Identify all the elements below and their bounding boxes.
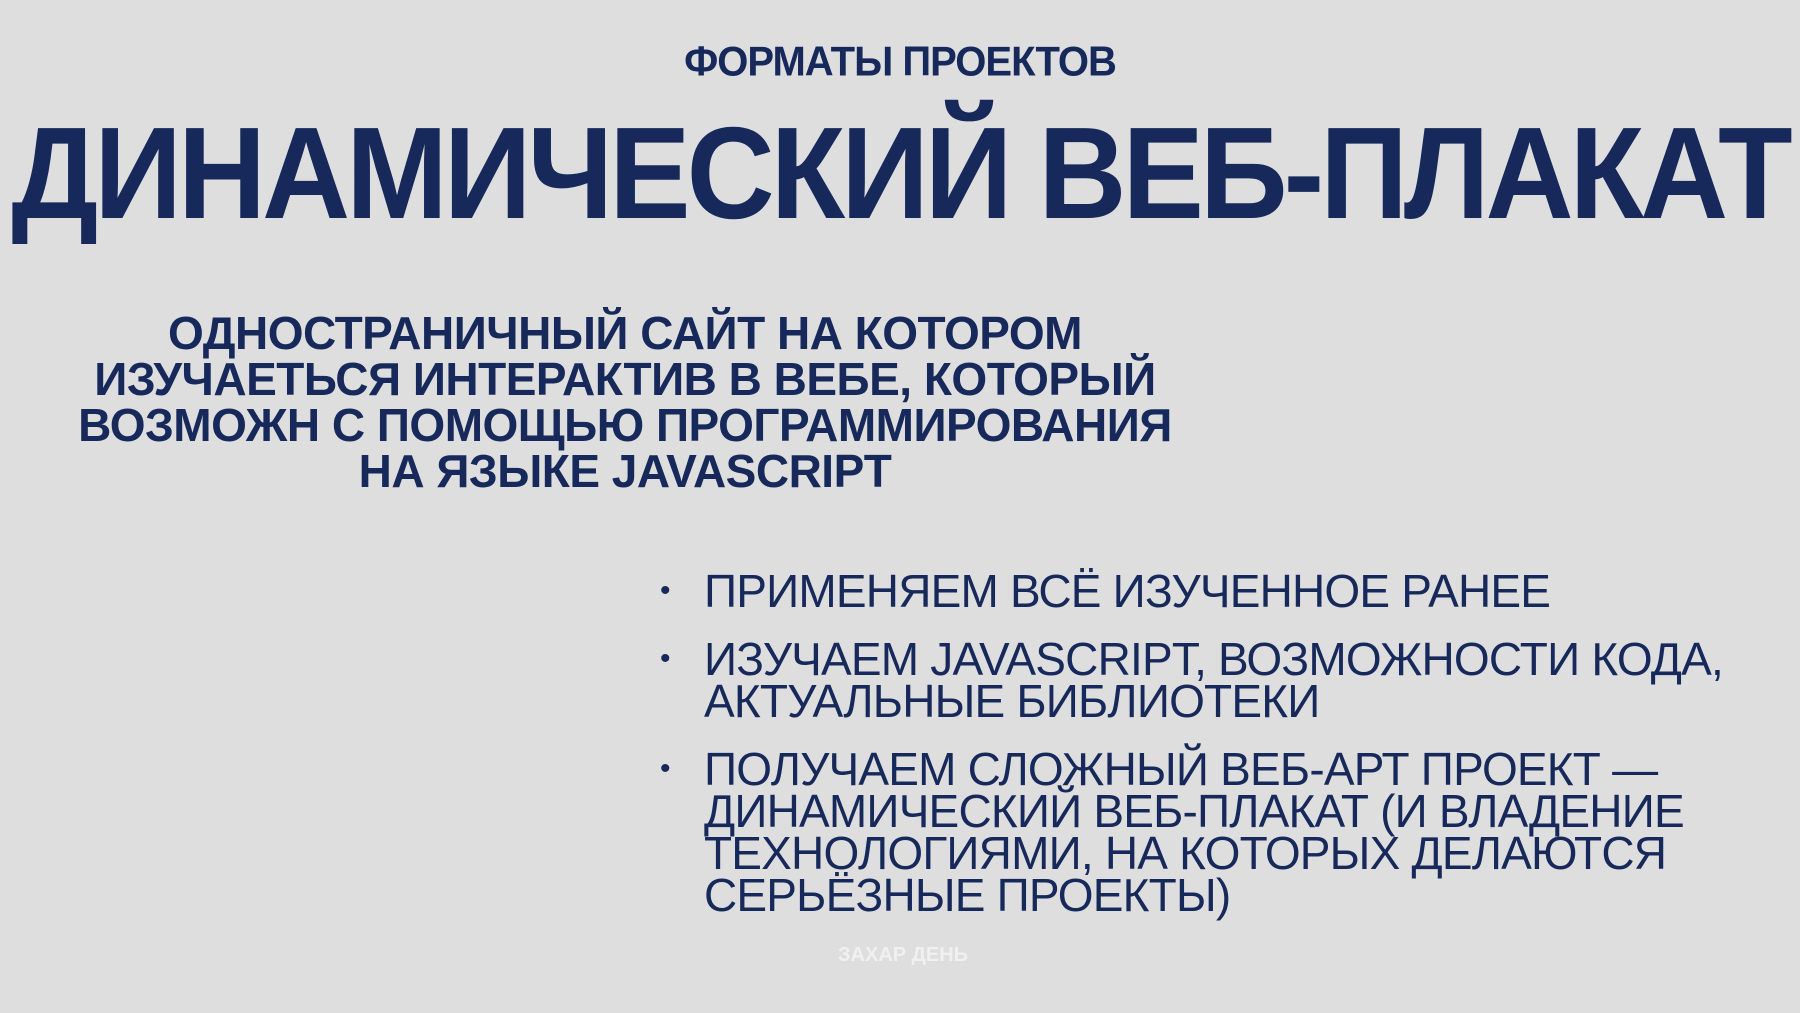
bullet-item — [652, 565, 1772, 617]
bullet-item — [652, 743, 1772, 921]
bullet-line: АКТУАЛЬНЫЕ БИБЛИОТЕКИ — [704, 675, 1320, 727]
bullet-icon: • — [660, 574, 670, 607]
bullet-line: ПОЛУЧАЕМ СЛОЖНЫЙ ВЕБ-АРТ ПРОЕКТ — — [704, 743, 1658, 795]
bullet-list — [652, 565, 1772, 942]
description-line: НА ЯЗЫКЕ JAVASCRIPT — [358, 445, 892, 497]
project-description — [60, 307, 1190, 497]
author-watermark: ЗАХАР ДЕНЬ — [838, 944, 969, 966]
bullet-line: ИЗУЧАЕМ JAVASCRIPT, ВОЗМОЖНОСТИ КОДА, — [704, 633, 1724, 685]
bullet-icon: • — [660, 752, 670, 785]
bullet-item — [652, 633, 1772, 727]
slide-title: ДИНАМИЧЕСКИЙ ВЕБ-ПЛАКАТ — [11, 100, 1789, 246]
bullet-line: ТЕХНОЛОГИЯМИ, НА КОТОРЫХ ДЕЛАЮТСЯ — [704, 827, 1667, 879]
description-line: ОДНОСТРАНИЧНЫЙ САЙТ НА КОТОРОМ — [168, 307, 1082, 359]
description-line: ИЗУЧАЕТЬСЯ ИНТЕРАКТИВ В ВЕБЕ, КОТОРЫЙ — [94, 353, 1156, 405]
bullet-line: ПРИМЕНЯЕМ ВСЁ ИЗУЧЕННОЕ РАНЕЕ — [704, 565, 1551, 617]
bullet-line: СЕРЬЁЗНЫЕ ПРОЕКТЫ) — [704, 869, 1231, 921]
bullet-line: ДИНАМИЧЕСКИЙ ВЕБ-ПЛАКАТ (И ВЛАДЕНИЕ — [704, 785, 1684, 837]
section-kicker: ФОРМАТЫ ПРОЕКТОВ — [684, 38, 1116, 86]
description-line: ВОЗМОЖН С ПОМОЩЬЮ ПРОГРАММИРОВАНИЯ — [78, 399, 1172, 451]
bullet-icon: • — [660, 642, 670, 675]
